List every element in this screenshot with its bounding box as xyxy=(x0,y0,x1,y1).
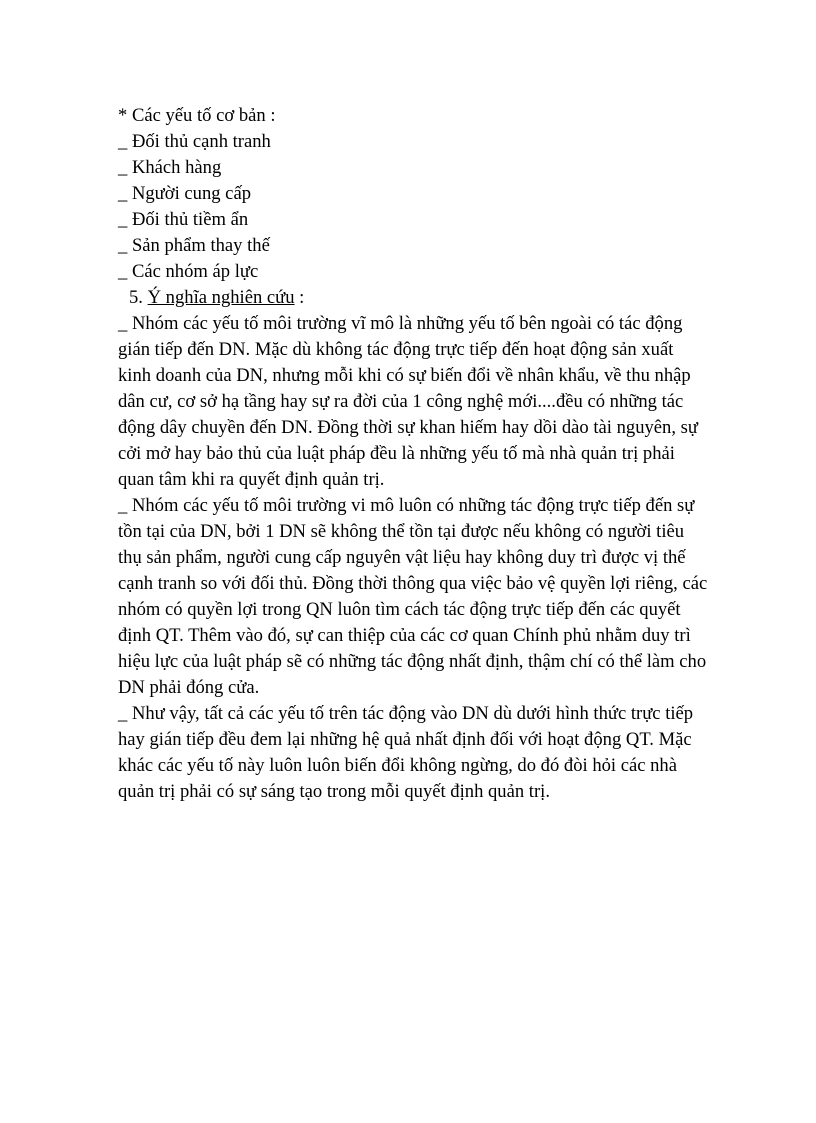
factor-item: _ Sản phẩm thay thế xyxy=(118,235,270,256)
section-number: 5. xyxy=(129,287,143,308)
factor-item: _ Khách hàng xyxy=(118,157,222,178)
document-body xyxy=(118,103,708,805)
basic-factors-heading: * Các yếu tố cơ bản : xyxy=(118,105,276,126)
factor-item: _ Các nhóm áp lực xyxy=(118,261,259,282)
factor-item: _ Đối thủ cạnh tranh xyxy=(118,131,271,152)
paragraph-macro-environment: _ Nhóm các yếu tố môi trường vĩ mô là những yếu tố bên ngoài có tác động gián tiếp đến DN. Mặc dù không tác động trực tiếp đến hoạt động sản xuất kinh doanh của DN, nhưng mỗi khi có sự biến đổi về nhân khẩu, về thu nhập dân cư, cơ sở hạ tầng hay sự ra đời của 1 công nghệ mới....đều có những tác động dây chuyền đến DN. Đồng thời sự khan hiếm hay dồi dào tài nguyên, sự cởi mở hay bảo thủ của luật pháp đều là những yếu tố mà nhà quản trị phải quan tâm khi ra quyết định quản trị. xyxy=(118,313,698,490)
factors-list xyxy=(118,129,708,285)
paragraph-conclusion: _ Như vậy, tất cả các yếu tố trên tác động vào DN dù dưới hình thức trực tiếp hay gián tiếp đều đem lại những hệ quả nhất định đối với hoạt động QT. Mặc khác các yếu tố này luôn luôn biến đổi không ngừng, do đó đòi hỏi các nhà quản trị phải có sự sáng tạo trong mỗi quyết định quản trị. xyxy=(118,703,694,802)
section-title: Ý nghĩa nghiên cứu xyxy=(147,287,295,308)
factor-item: _ Người cung cấp xyxy=(118,183,251,204)
paragraph-micro-environment: _ Nhóm các yếu tố môi trường vi mô luôn có những tác động trực tiếp đến sự tồn tại của DN, bởi 1 DN sẽ không thể tồn tại được nếu không có người tiêu thụ sản phẩm, người cung cấp nguyên vật liệu hay không duy trì được vị thế cạnh tranh so với đối thủ. Đồng thời thông qua việc bảo vệ quyền lợi riêng, các nhóm có quyền lợi trong QN luôn tìm cách tác động trực tiếp đến các quyết định QT. Thêm vào đó, sự can thiệp của các cơ quan Chính phủ nhằm duy trì hiệu lực của luật pháp sẽ có những tác động nhất định, thậm chí có thể làm cho DN phải đóng cửa. xyxy=(118,495,708,698)
factor-item: _ Đối thủ tiềm ẩn xyxy=(118,209,249,230)
section-heading xyxy=(118,285,708,311)
section-title-suffix: : xyxy=(294,287,305,308)
